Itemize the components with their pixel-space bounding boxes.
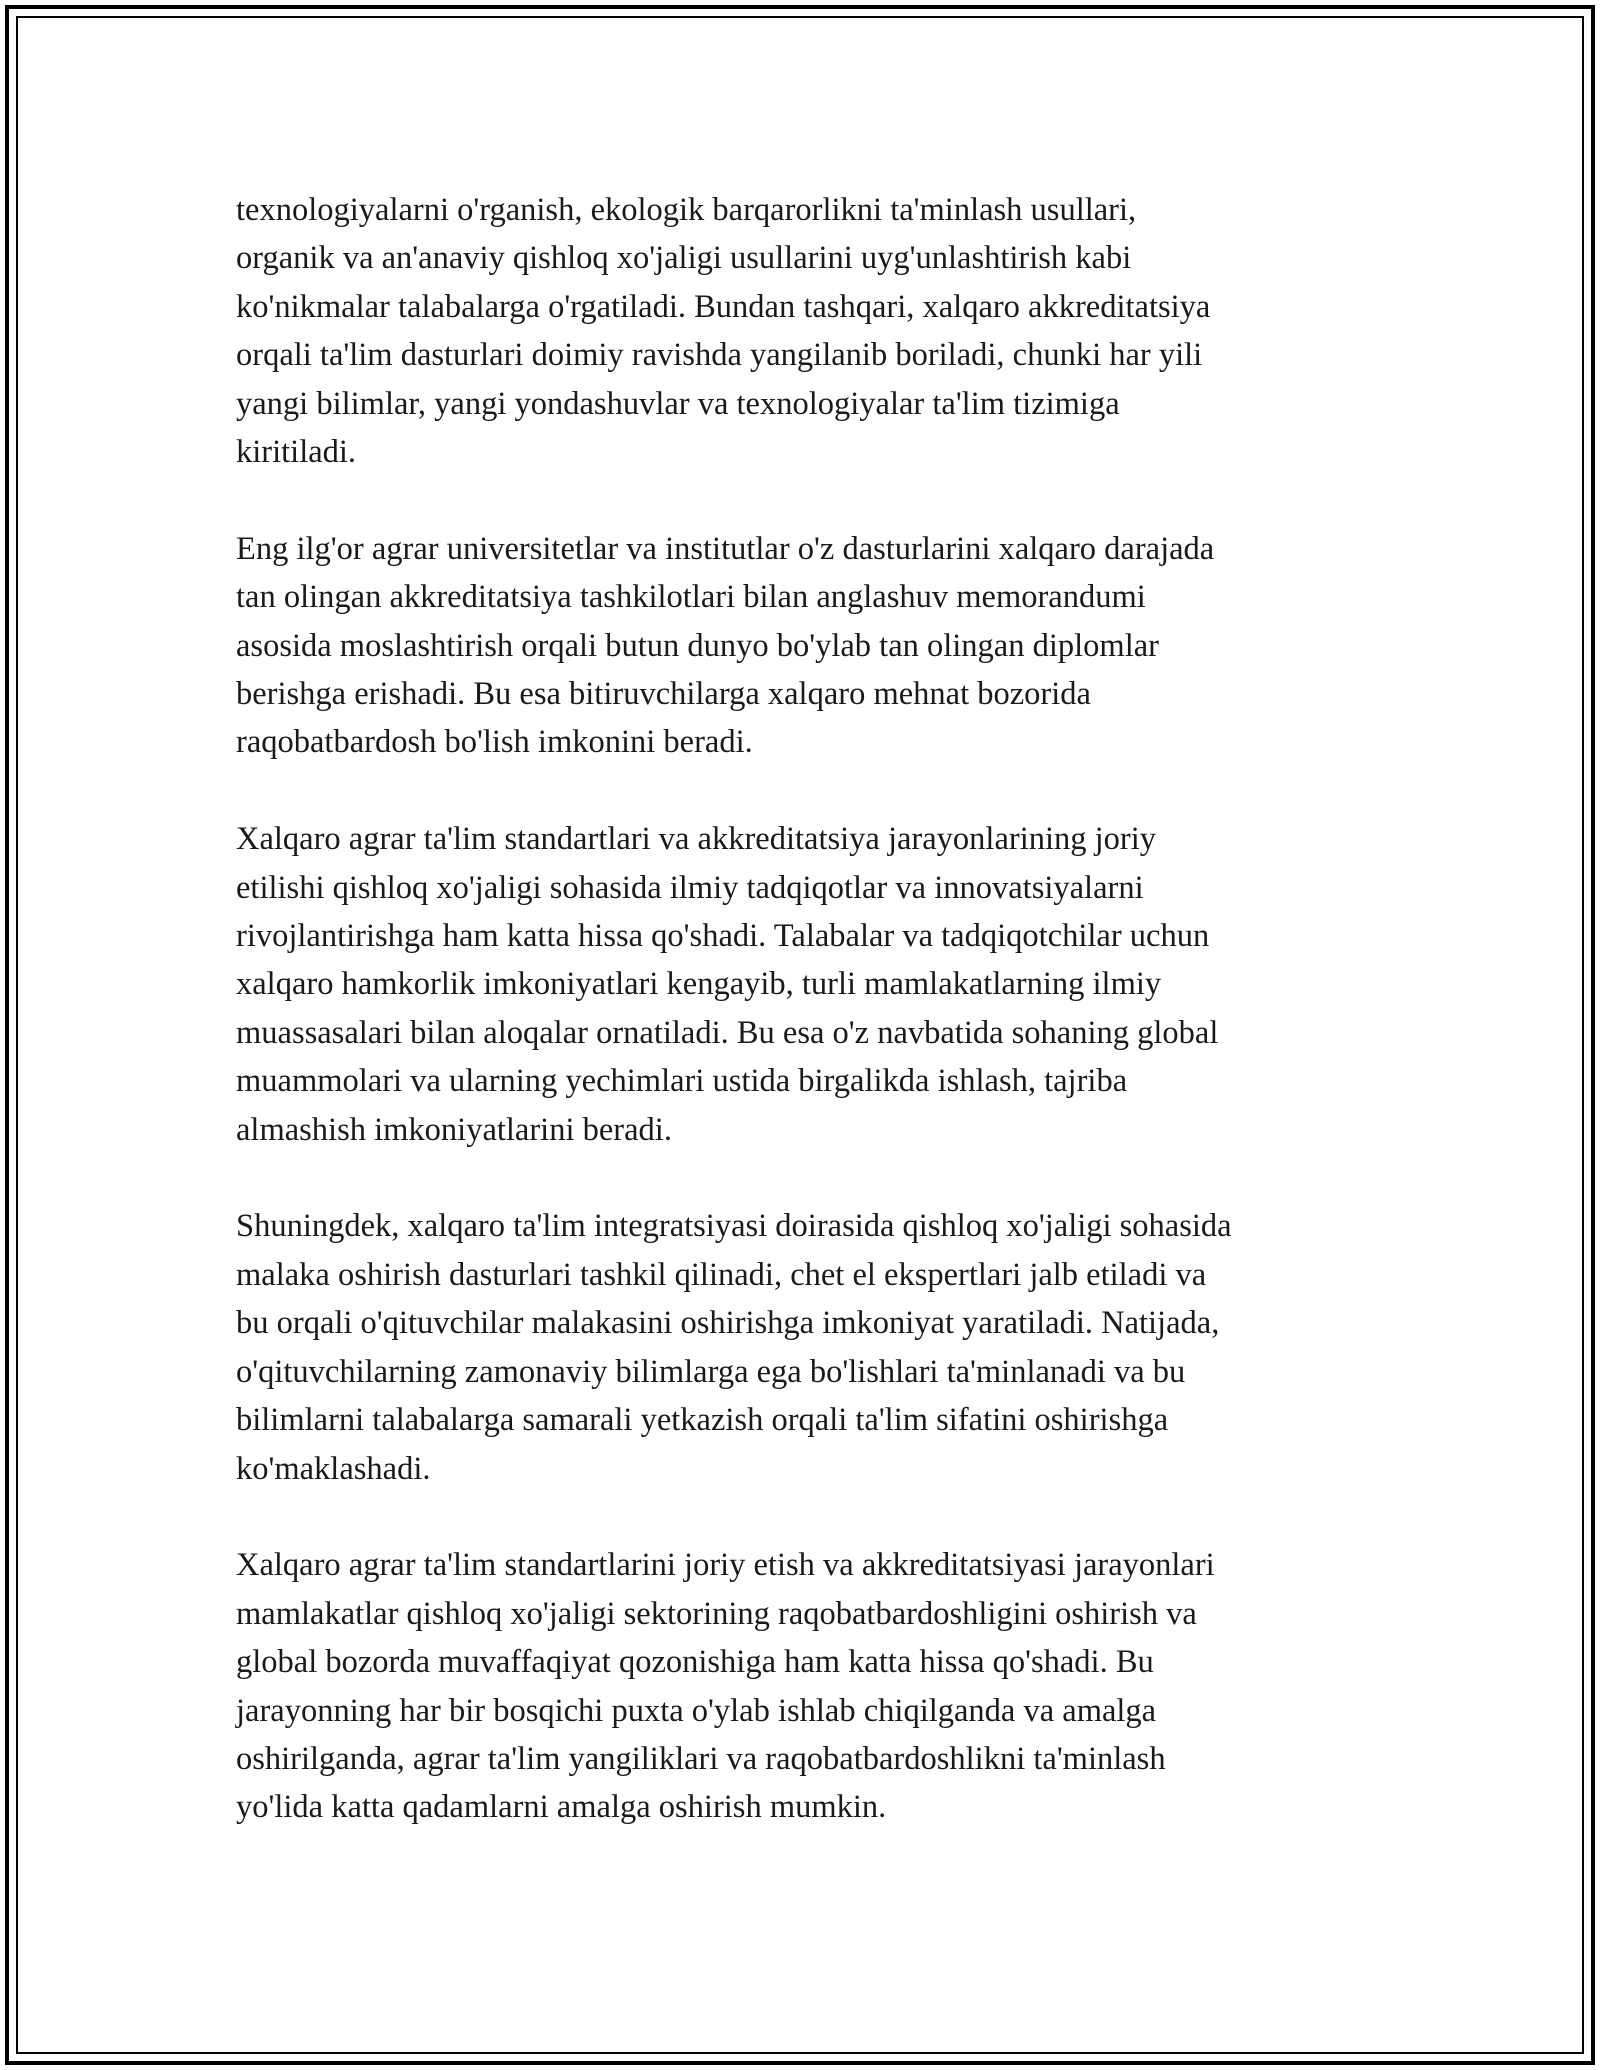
text-line: bu orqali o'qituvchilar malakasini oshirishga imkoniyat yaratiladi. Natijada,	[236, 1305, 1220, 1342]
text-line: almashish imkoniyatlarini beradi.	[236, 1111, 672, 1148]
text-line: texnologiyalarni o'rganish, ekologik barqarorlikni ta'minlash usullari,	[236, 192, 1137, 228]
text-line: o'qituvchilarning zamonaviy bilimlarga ega bo'lishlari ta'minlanadi va bu	[236, 1353, 1186, 1390]
text-line: xalqaro hamkorlik imkoniyatlari kengayib, turli mamlakatlarning ilmiy	[236, 966, 1162, 1003]
text-line: Xalqaro agrar ta'lim standartlari va akkreditatsiya jarayonlarining joriy	[236, 821, 1157, 858]
text-line: muammolari va ularning yechimlari ustida birgalikda ishlash, tajriba	[236, 1063, 1128, 1100]
text-line: bilimlarni talabalarga samarali yetkazish orqali ta'lim sifatini oshirishga	[236, 1402, 1169, 1439]
text-line: Eng ilg'or agrar universitetlar va institutlar o'z dasturlarini xalqaro darajada	[236, 530, 1215, 567]
paragraph-4	[236, 1202, 1376, 1492]
text-line: yo'lida katta qadamlarni amalga oshirish mumkin.	[236, 1789, 887, 1826]
text-line: etilishi qishloq xo'jaligi sohasida ilmiy tadqiqotlar va innovatsiyalarni	[236, 869, 1144, 906]
paragraph-1	[236, 186, 1376, 476]
text-line: malaka oshirish dasturlari tashkil qilinadi, chet el ekspertlari jalb etiladi va	[236, 1256, 1207, 1293]
text-line: berishga erishadi. Bu esa bitiruvchilarga xalqaro mehnat bozorida	[236, 676, 1091, 713]
text-line: tan olingan akkreditatsiya tashkilotlari bilan anglashuv memorandumi	[236, 579, 1146, 616]
text-line: jarayonning har bir bosqichi puxta o'ylab ishlab chiqilganda va amalga	[236, 1692, 1157, 1729]
paragraph-3	[236, 815, 1376, 1154]
text-line: raqobatbardosh bo'lish imkonini beradi.	[236, 724, 753, 761]
text-line: global bozorda muvaffaqiyat qozonishiga ham katta hissa qo'shadi. Bu	[236, 1644, 1154, 1681]
paragraph-2	[236, 525, 1376, 767]
text-line: Xalqaro agrar ta'lim standartlarini joriy etish va akkreditatsiyasi jarayonlari	[236, 1547, 1215, 1584]
document-body	[236, 186, 1376, 1880]
text-line: organik va an'anaviy qishloq xo'jaligi usullarini uyg'unlashtirish kabi	[236, 240, 1132, 277]
text-line: ko'maklashadi.	[236, 1450, 431, 1487]
text-line: ko'nikmalar talabalarga o'rgatiladi. Bundan tashqari, xalqaro akkreditatsiya	[236, 288, 1211, 325]
text-line: rivojlantirishga ham katta hissa qo'shadi. Talabalar va tadqiqotchilar uchun	[236, 918, 1210, 955]
text-line: kiritiladi.	[236, 434, 357, 471]
paragraph-5	[236, 1541, 1376, 1831]
text-line: Shuningdek, xalqaro ta'lim integratsiyasi doirasida qishloq xo'jaligi sohasida	[236, 1208, 1232, 1245]
text-line: asosida moslashtirish orqali butun dunyo bo'ylab tan olingan diplomlar	[236, 627, 1159, 664]
text-line: orqali ta'lim dasturlari doimiy ravishda yangilanib boriladi, chunki har yili	[236, 337, 1203, 374]
text-line: muassasalari bilan aloqalar ornatiladi. Bu esa o'z navbatida sohaning global	[236, 1014, 1219, 1051]
text-line: oshirilganda, agrar ta'lim yangiliklari va raqobatbardoshlikni ta'minlash	[236, 1740, 1166, 1777]
text-line: mamlakatlar qishloq xo'jaligi sektorining raqobatbardoshligini oshirish va	[236, 1595, 1197, 1632]
text-line: yangi bilimlar, yangi yondashuvlar va texnologiyalar ta'lim tizimiga	[236, 385, 1120, 422]
